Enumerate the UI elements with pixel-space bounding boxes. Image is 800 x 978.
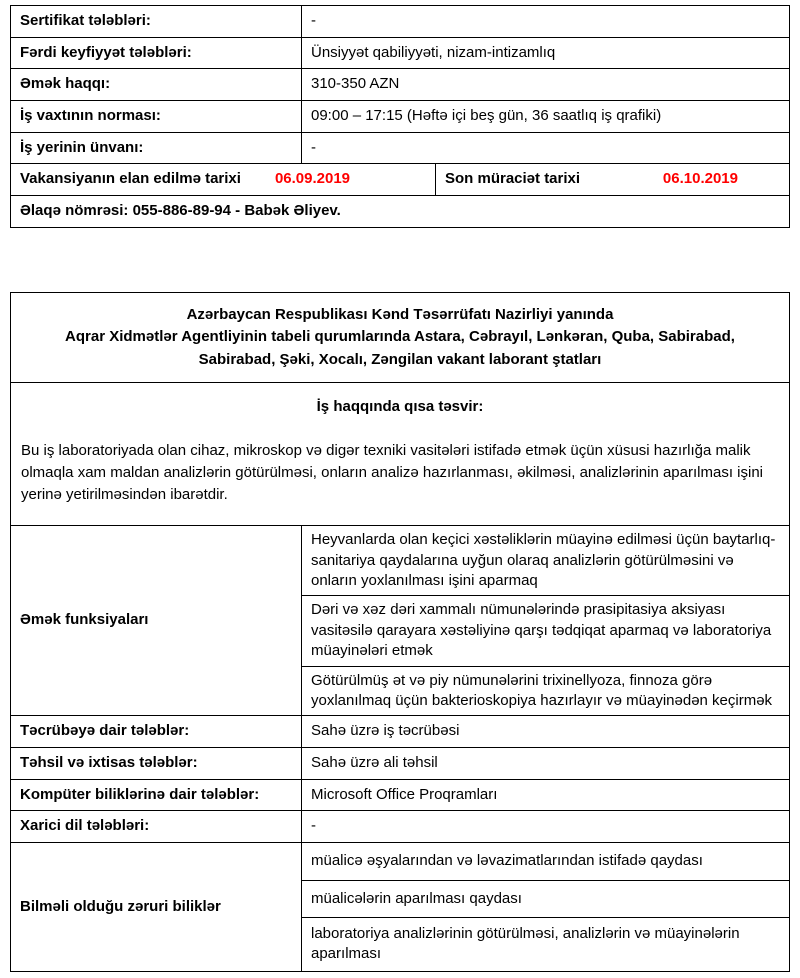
deadline-date-cell [435, 164, 789, 195]
announce-date-cell [11, 164, 435, 195]
table-row [11, 101, 789, 133]
vacancy-title-line: Sabirabad, Şəki, Xocalı, Zəngilan vakant laborant ştatları [198, 350, 602, 368]
functions-list [301, 526, 789, 715]
title-row [11, 293, 789, 384]
table-row [11, 69, 789, 101]
row-label: Xarici dil tələbləri: [20, 817, 150, 835]
row-value: 09:00 – 17:15 (Həftə içi beş gün, 36 saatlıq iş qrafiki) [301, 101, 789, 132]
description-row [11, 383, 789, 526]
knowledge-item: laboratoriya analizlərinin götürülməsi, analizlərin və müayinələrin aparılması [311, 924, 740, 963]
description-cell [11, 383, 789, 525]
description-heading: İş haqqında qısa təsvir: [316, 398, 484, 416]
row-value: Sahə üzrə iş təcrübəsi [301, 716, 789, 747]
row-label: Təcrübəyə dair tələblər: [20, 722, 190, 740]
knowledge-item: müalicə əşyalarından və ləvazimatlarından istifadə qaydası [302, 843, 789, 880]
table-row [11, 811, 789, 843]
vacancy-title-line: Aqrar Xidmətlər Agentliyinin tabeli qurumlarında Astara, Cəbrayıl, Lənkəran, Quba, Sabirabad, [65, 328, 735, 346]
table-gap [10, 228, 790, 292]
row-value: Ünsiyyət qabiliyyəti, nizam-intizamlıq [301, 38, 789, 69]
knowledge-row [11, 843, 789, 971]
table-row [11, 133, 789, 165]
table-row [11, 780, 789, 812]
vacancy-table [10, 292, 790, 972]
row-label: Fərdi keyfiyyət tələbləri: [20, 43, 192, 61]
row-value: 310-350 AZN [301, 69, 789, 100]
row-label: Sertifikat tələbləri: [20, 12, 151, 29]
row-label: Kompüter biliklərinə dair tələblər: [20, 785, 260, 803]
summary-table [10, 5, 790, 228]
deadline-date-label: Son müraciət tarixi [445, 170, 581, 188]
knowledge-list [301, 843, 789, 971]
functions-row [11, 526, 789, 716]
knowledge-label: Bilməli olduğu zəruri biliklər [20, 897, 221, 915]
row-label: İş yerinin ünvanı: [20, 138, 144, 156]
vacancy-title-line: Azərbaycan Respublikası Kənd Təsərrüfatı Nazirliyi yanında [186, 305, 614, 323]
row-value: - [301, 133, 789, 164]
announce-date-label: Vakansiyanın elan edilmə tarixi [20, 170, 241, 188]
row-label: Əmək haqqı: [20, 75, 111, 93]
row-value: - [301, 6, 789, 37]
functions-label: Əmək funksiyaları [20, 611, 149, 629]
table-row [11, 6, 789, 38]
table-row [11, 38, 789, 70]
function-item: Dəri və xəz dəri xammalı nümunələrində prasipitasiya aksiyası vasitəsilə qarayara xəstəliyinə qarşı tədqiqat aparmaq və laboratoriya müayinələri etmək [302, 596, 789, 666]
row-value: Microsoft Office Proqramları [301, 780, 789, 811]
knowledge-item: müalicələrin aparılması qaydası [302, 881, 789, 918]
dates-row [11, 164, 789, 196]
table-row [11, 716, 789, 748]
contact-row [11, 196, 789, 227]
function-item: Heyvanlarda olan keçici xəstəliklərin müayinə edilməsi üçün baytarlıq-sanitariya qaydalarına uyğun olaraq analizlərin götürülməsini və onların yoxlanılması işini aparmaq [302, 526, 789, 596]
function-item: Götürülmüş ət və piy nümunələrini trixinellyoza, finnoza görə yoxlanılmaq üçün bakterioskopiya hazırlayır və müayinədən keçirmək [311, 671, 773, 709]
deadline-date-value: 06.10.2019 [662, 170, 738, 188]
announce-date-value: 06.09.2019 [274, 170, 351, 188]
row-value: Sahə üzrə ali təhsil [301, 748, 789, 779]
description-text: Bu iş laboratoriyada olan cihaz, mikroskop və digər texniki vasitələri istifadə etmək üçün xüsusi hazırlığa malik olmaqla xam maldan analizlərin götürülməsi, onların analizə hazırlanması, əkilməsi, analizlərinin aparılması işini yerinə yetirilməsindən ibarətdir. [21, 442, 764, 503]
contact-info: Əlaqə nömrəsi: 055-886-89-94 - Babək Əliyev. [20, 202, 341, 220]
row-label: İş vaxtının norması: [20, 107, 161, 125]
table-row [11, 748, 789, 780]
vacancy-title [11, 293, 789, 383]
row-value: - [301, 811, 789, 842]
row-label: Təhsil və ixtisas tələblər: [20, 754, 198, 772]
